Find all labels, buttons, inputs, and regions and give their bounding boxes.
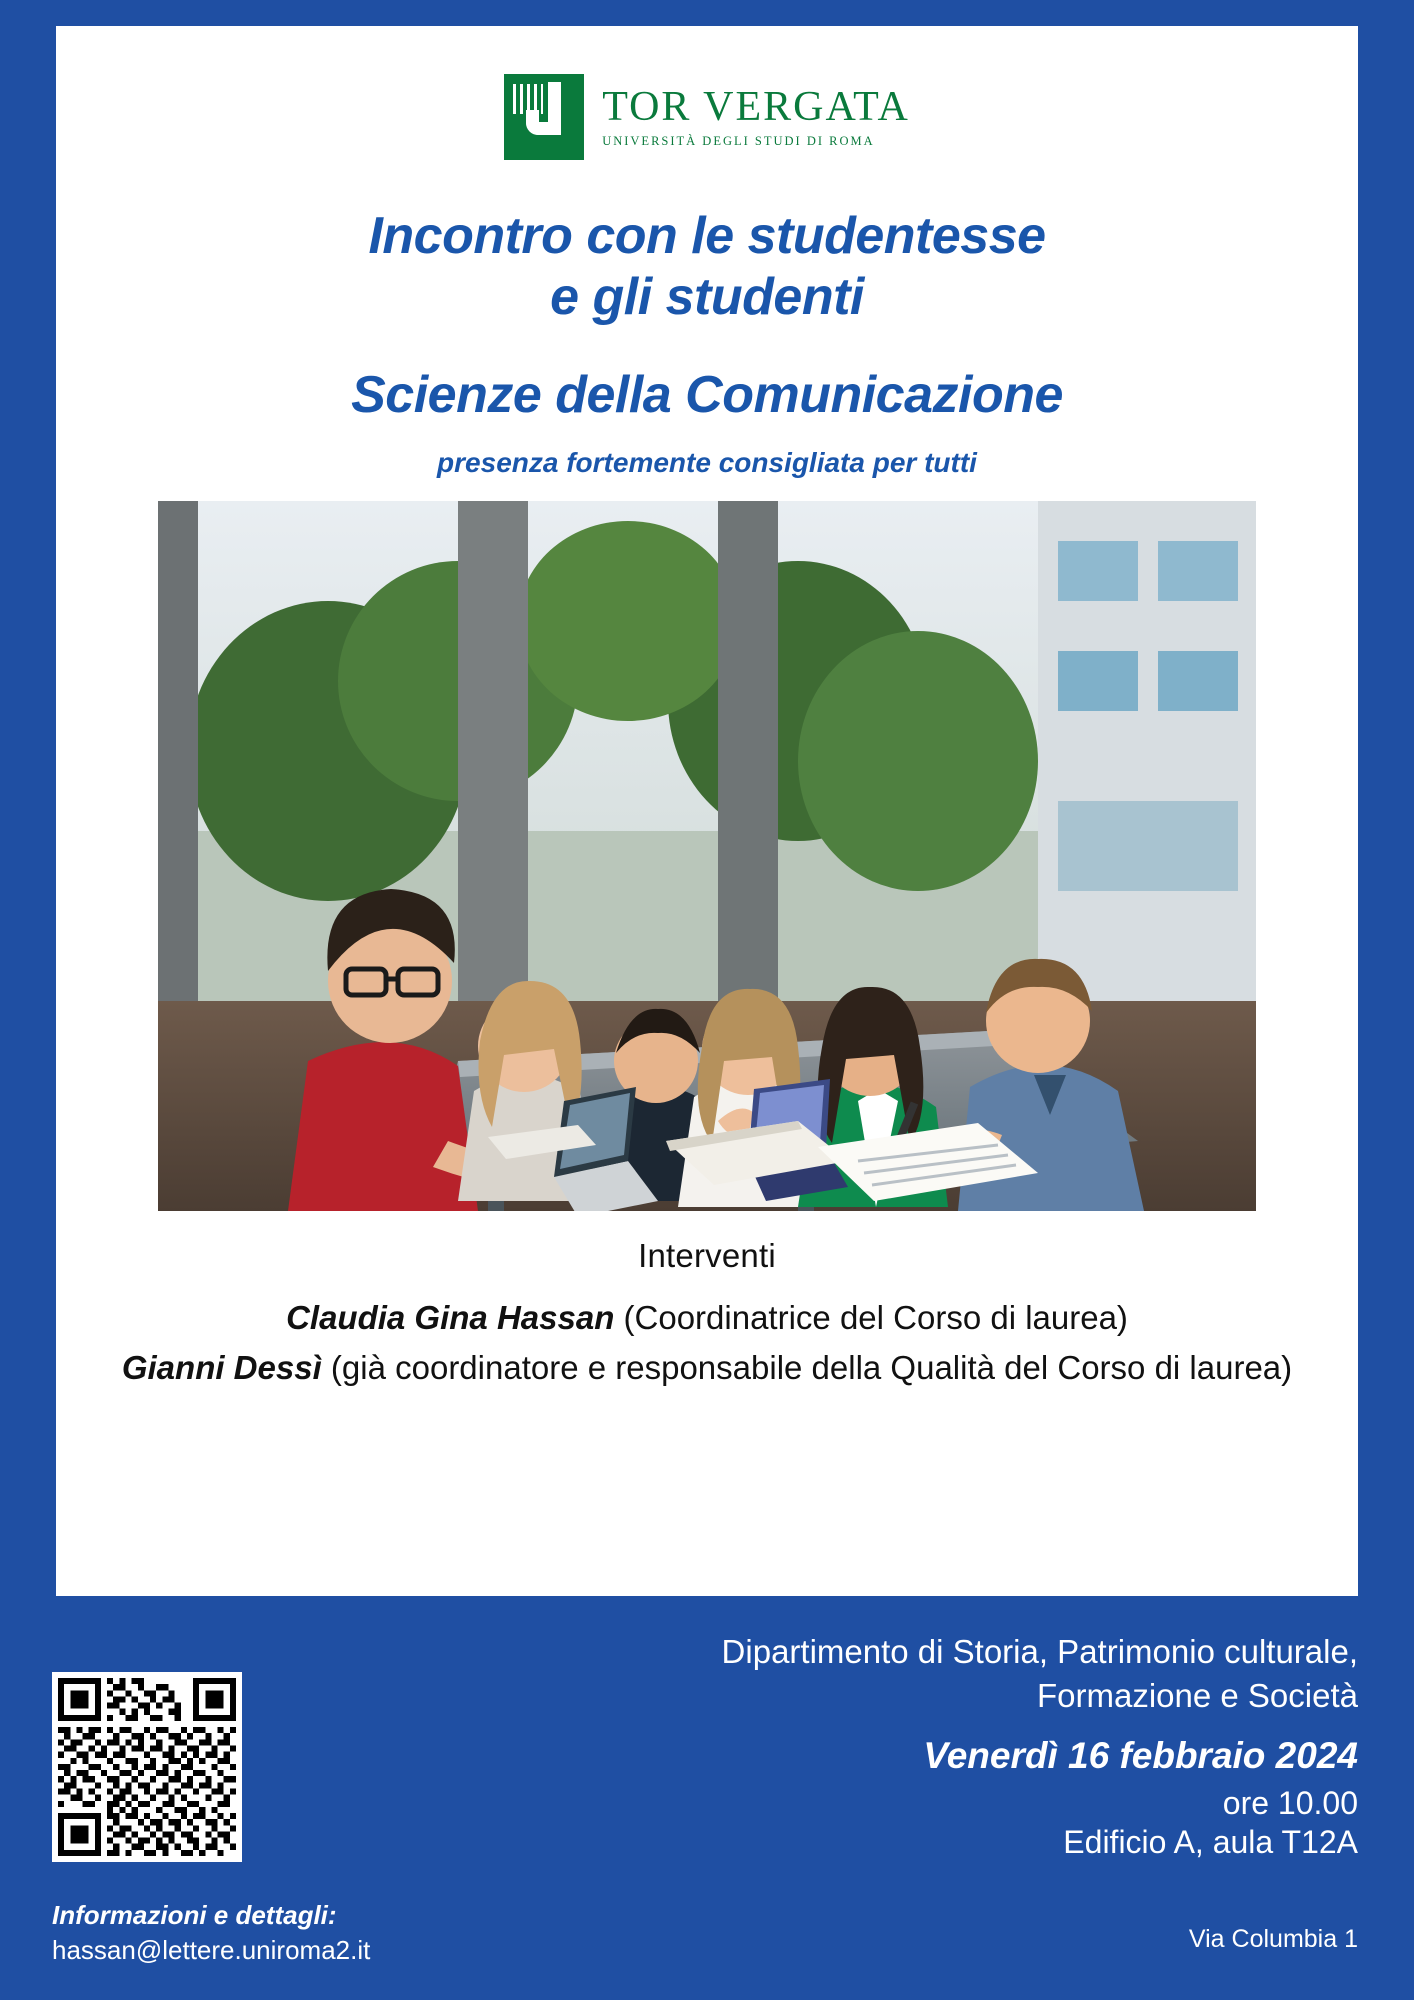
contact-info-title: Informazioni e dettagli: <box>52 1900 337 1930</box>
title-line-2: e gli studenti <box>550 268 864 327</box>
event-photo <box>158 501 1256 1211</box>
event-room: Edificio A, aula T12A <box>1063 1824 1358 1861</box>
speakers-section <box>56 1237 1358 1389</box>
event-date: Venerdì 16 febbraio 2024 <box>923 1735 1358 1777</box>
tor-vergata-logo-icon <box>504 74 584 160</box>
speaker-entry <box>56 1297 1358 1339</box>
speaker-role: (Coordinatrice del Corso di laurea) <box>614 1298 1128 1336</box>
logo-text <box>602 83 910 149</box>
speaker-entry <box>56 1347 1358 1389</box>
department-line-1: Dipartimento di Storia, Patrimonio culturale, <box>721 1633 1358 1670</box>
contact-info <box>52 1900 370 1966</box>
title-block <box>56 206 1358 479</box>
speaker-role: (già coordinatore e responsabile della Qualità del Corso di laurea) <box>321 1348 1293 1386</box>
attendance-note: presenza fortemente consigliata per tutti <box>437 446 977 478</box>
event-time: ore 10.00 <box>1222 1785 1358 1822</box>
event-details <box>498 1630 1358 1861</box>
contact-email[interactable]: hassan@lettere.uniroma2.it <box>52 1935 371 1965</box>
department-line-2: Formazione e Società <box>1037 1676 1358 1714</box>
university-logo <box>504 74 910 160</box>
course-title: Scienze della Comunicazione <box>351 365 1063 424</box>
qr-code-icon[interactable] <box>52 1672 242 1862</box>
event-address: Via Columbia 1 <box>1188 1925 1358 1953</box>
logo-subtitle: UNIVERSITÀ DEGLI STUDI DI ROMA <box>602 133 875 148</box>
content-card <box>56 26 1358 1596</box>
speaker-name: Gianni Dessì <box>121 1348 322 1386</box>
logo-title: TOR VERGATA <box>602 83 910 130</box>
title-line-1: Incontro con le studentesse <box>368 207 1046 265</box>
speaker-name: Claudia Gina Hassan <box>286 1298 615 1336</box>
speakers-label: Interventi <box>638 1236 776 1274</box>
